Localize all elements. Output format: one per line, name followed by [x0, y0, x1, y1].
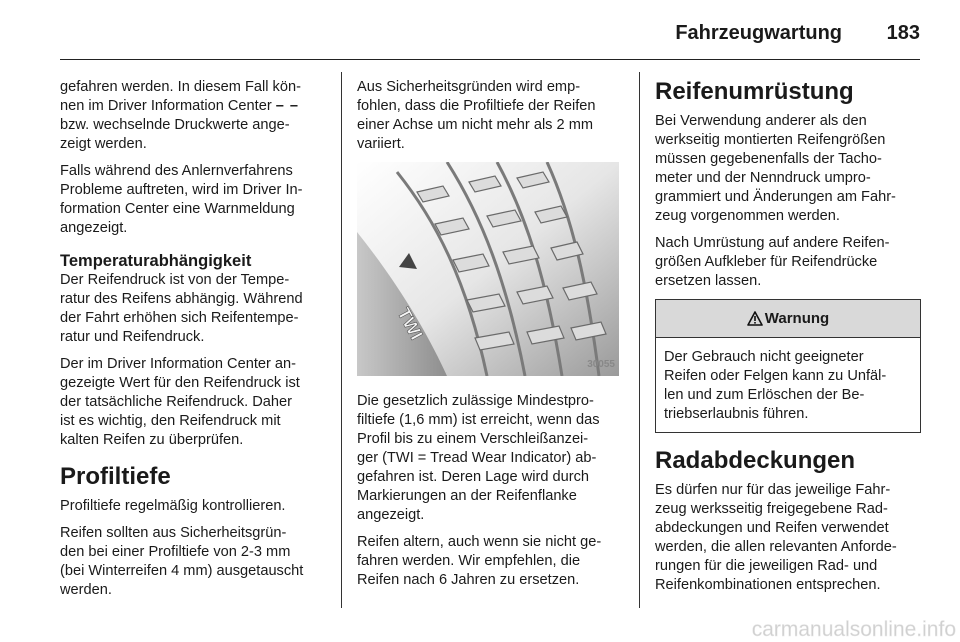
heading-radabdeckungen: Radabdeckungen	[655, 447, 856, 474]
warning-body: Der Gebrauch nicht geeigneter Reifen oder Felgen kann zu Unfäl- len und zum Erlöschen der Be- triebserlaubnis führen.	[664, 349, 887, 422]
paragraph: gefahren werden. In diesem Fall kön- nen im Driver Information Center – – bzw. wechselnde Druckwerte ange- zeigt werden.	[60, 79, 301, 152]
dash-display-symbol: – –	[275, 98, 300, 114]
warning-triangle-icon	[747, 311, 763, 326]
watermark	[640, 614, 960, 642]
column-1	[60, 78, 326, 608]
tread-wear-indicator-figure	[357, 162, 619, 376]
paragraph: Nach Umrüstung auf andere Reifen- größen Aufkleber für Reifendrücke ersetzen lassen.	[655, 235, 890, 289]
paragraph: Die gesetzlich zulässige Mindestpro- filtiefe (1,6 mm) ist erreicht, wenn das Profil bis zu einem Verschleißanzei- ger (TWI = Tread Wear Indicator) ab- gefahren ist. Deren Lage wird durch Markierungen an der Reifenflanke angezeigt.	[357, 393, 600, 523]
paragraph: Der Reifendruck ist von der Tempe- ratur des Reifens abhängig. Während der Fahrt erhöhen sich Reifentempe- ratur und Reifendruck.	[60, 272, 303, 345]
paragraph: Reifen altern, auch wenn sie nicht ge- fahren werden. Wir empfehlen, die Reifen nach 6 Jahren zu ersetzen.	[357, 534, 602, 588]
page-header	[60, 14, 920, 60]
paragraph: Bei Verwendung anderer als den werkseitig montierten Reifengrößen müssen gegebenenfalls der Tacho- meter und der Nenndruck umpro- grammiert und Änderungen am Fahr- zeug vorgenommen werden.	[655, 113, 896, 224]
tire-tread-illustration	[357, 162, 619, 376]
paragraph: Falls während des Anlernverfahrens Probleme auftreten, wird im Driver In- formation Center eine Warnmeldung angezeigt.	[60, 163, 303, 236]
paragraph: Der im Driver Information Center an- gezeigte Wert für den Reifendruck ist der tatsächliche Reifendruck. Daher ist es wichtig, den Reifendruck mit kalten Reifen zu überprüfen.	[60, 356, 300, 448]
column-divider	[639, 72, 640, 608]
paragraph: Es dürfen nur für das jeweilige Fahr- zeug werksseitig freigegebene Rad- abdeckungen und Reifen verwendet werden, die allen relevanten Anforde- rungen für die jeweiligen Rad- und Reifenkombinationen entsprechen.	[655, 482, 897, 593]
heading-reifenumruestung: Reifenumrüstung	[655, 78, 854, 105]
column-divider	[341, 72, 342, 608]
header-rule	[60, 59, 920, 60]
subheading-temperature: Temperaturabhängigkeit	[60, 252, 252, 270]
section-title: Fahrzeugwartung	[675, 22, 842, 44]
paragraph: Profiltiefe regelmäßig kontrollieren.	[60, 498, 286, 514]
watermark-text: carmanualsonline.info	[751, 618, 956, 641]
figure-number: 30055	[587, 359, 615, 370]
warning-box	[655, 299, 921, 433]
paragraph: Aus Sicherheitsgründen wird emp- fohlen, dass die Profiltiefe der Reifen einer Achse um nicht mehr als 2 mm variiert.	[357, 79, 596, 152]
column-3	[655, 78, 921, 603]
warning-header	[656, 300, 920, 338]
column-2	[357, 78, 625, 598]
page-number: 183	[886, 22, 920, 44]
heading-profiltiefe: Profiltiefe	[60, 463, 171, 490]
twi-label: TWI	[393, 304, 427, 344]
paragraph: Reifen sollten aus Sicherheitsgrün- den bei einer Profiltiefe von 2-3 mm (bei Winterreifen 4 mm) ausgetauscht werden.	[60, 525, 304, 598]
warning-title: Warnung	[764, 310, 830, 327]
